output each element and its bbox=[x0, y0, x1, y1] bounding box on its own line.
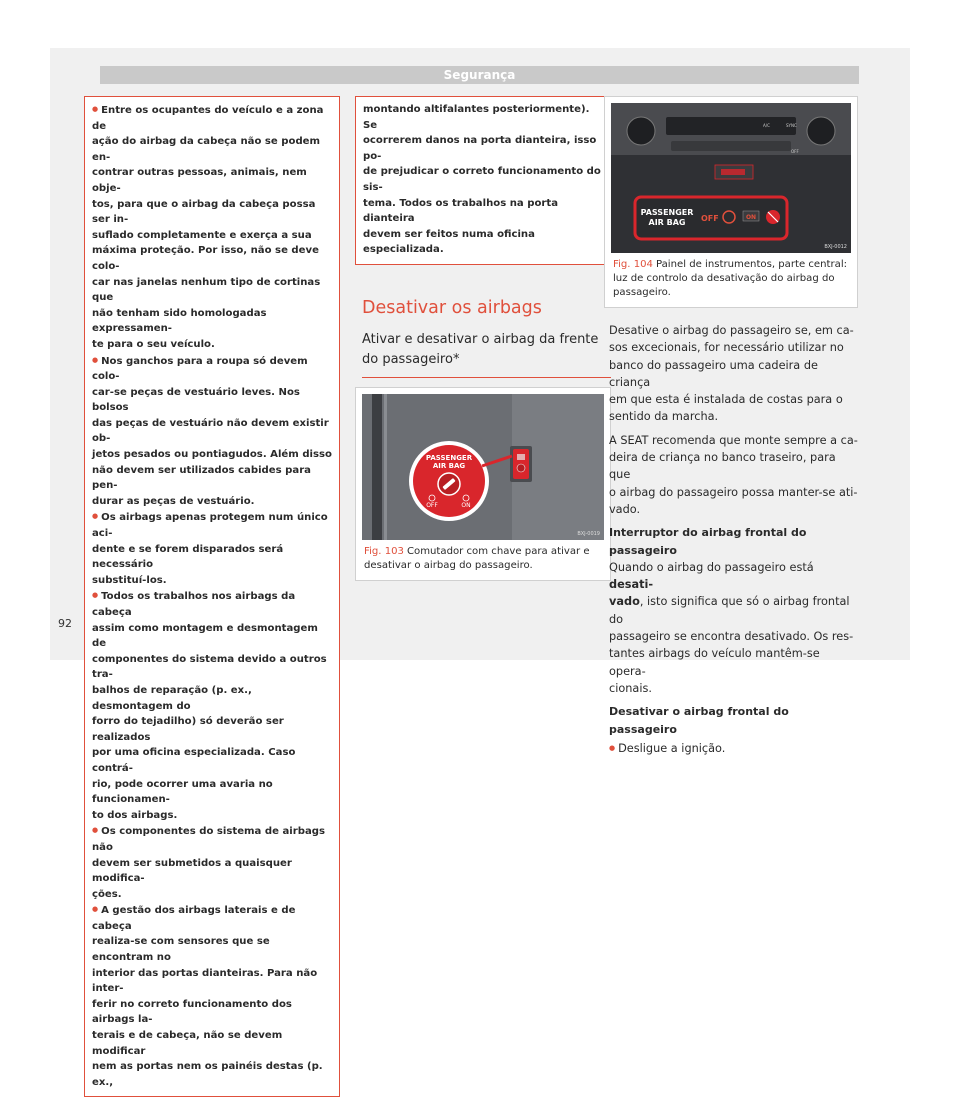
text-line: Desative o airbag do passageiro se, em ca- bbox=[609, 324, 854, 337]
text-line: montando altifalantes posteriormente). Se bbox=[363, 104, 590, 131]
text-line: ● Os componentes do sistema de airbags não bbox=[92, 826, 325, 853]
text-line: ação do airbag da cabeça não se podem en- bbox=[92, 136, 321, 163]
warning-bullet-item bbox=[92, 823, 332, 902]
text-line: contrar outras pessoas, animais, nem obje- bbox=[92, 167, 307, 194]
text-line: das peças de vestuário não devem existir ob- bbox=[92, 417, 329, 445]
text-line: ● A gestão dos airbags laterais e de cabeça bbox=[92, 905, 295, 932]
text-line: vado. bbox=[609, 502, 641, 516]
warning-bullet-item bbox=[92, 509, 332, 588]
figure-104-label: Fig. 104 bbox=[613, 259, 653, 270]
figure-103-caption: Fig. 103 Comutador com chave para ativar e desativar o airbag do passageiro. bbox=[364, 545, 590, 571]
text-line: car-se peças de vestuário leves. Nos bolsos bbox=[92, 386, 300, 414]
airbag-key-switch-illustration bbox=[362, 394, 604, 540]
instrument-panel-illustration bbox=[611, 103, 851, 253]
paragraph-1 bbox=[609, 322, 858, 426]
text-line: banco do passageiro uma cadeira de criança bbox=[609, 358, 818, 389]
text-line: cionais. bbox=[609, 681, 652, 695]
text-line: jetos pesados ou pontiagudos. Além disso bbox=[92, 449, 332, 461]
text-line: devem ser submetidos a quaisquer modifica- bbox=[92, 857, 292, 885]
text-line: tos, para que o airbag da cabeça possa ser in- bbox=[92, 198, 316, 226]
text-line: te para o seu veículo. bbox=[92, 338, 215, 350]
switch-off-label: OFF bbox=[426, 501, 438, 509]
lamp-off-label: OFF bbox=[701, 214, 719, 223]
switch-on-label: ON bbox=[461, 501, 471, 509]
warning-bullet-item bbox=[92, 902, 332, 1090]
section-title: Desativar os airbags bbox=[362, 297, 542, 318]
text-line: ferir no correto funcionamento dos airbags la- bbox=[92, 998, 292, 1026]
airbag-key-switch-image bbox=[362, 394, 604, 540]
text-line: dente e se forem disparados será necessário bbox=[92, 543, 284, 571]
text-line: de prejudicar o correto funcionamento do sis- bbox=[363, 166, 601, 193]
figure-103-label: Fig. 103 bbox=[364, 545, 404, 557]
instrument-panel-image bbox=[611, 103, 851, 253]
heading-switch: Interruptor do airbag frontal do passageiro bbox=[609, 526, 807, 557]
text-line: forro do tejadilho) só deverão ser realizados bbox=[92, 716, 284, 743]
lamp-label-passenger: PASSENGER bbox=[640, 208, 694, 217]
off-button-label: OFF bbox=[791, 149, 799, 154]
subsection-title: Ativar e desativar o airbag da frente do passageiro* bbox=[362, 330, 611, 378]
text-line: tantes airbags do veículo mantêm-se opera- bbox=[609, 647, 820, 678]
switch-label-passenger: PASSENGER bbox=[425, 453, 473, 462]
switch-label-airbag: AIR BAG bbox=[432, 461, 466, 470]
text-line: ● Todos os trabalhos nos airbags da cabeça bbox=[92, 591, 295, 618]
text-line: o airbag do passageiro possa manter-se ati- bbox=[609, 485, 858, 499]
page-header: Segurança bbox=[100, 66, 859, 84]
figure-104 bbox=[604, 96, 858, 308]
text-line: A SEAT recomenda que monte sempre a ca- bbox=[609, 433, 858, 447]
text-line: tema. Todos os trabalhos na porta dianteira bbox=[363, 197, 559, 225]
warning-box-left bbox=[84, 96, 340, 1097]
warning-continued-text bbox=[363, 102, 603, 258]
text-line: nem as portas nem os painéis destas (p. ex., bbox=[92, 1061, 323, 1088]
warning-bullet-item bbox=[92, 588, 332, 823]
text-line: terais e de cabeça, não se devem modificar bbox=[92, 1030, 283, 1057]
text-line: componentes do sistema devido a outros tra- bbox=[92, 653, 327, 681]
text-line: deira de criança no banco traseiro, para que bbox=[609, 451, 836, 482]
text-line: ● Nos ganchos para a roupa só devem colo- bbox=[92, 356, 308, 383]
text-line: ● Entre os ocupantes do veículo e a zona de bbox=[92, 105, 323, 132]
text-line: não devem ser utilizados cabides para pen- bbox=[92, 464, 311, 492]
warning-bullet-item bbox=[92, 102, 332, 353]
text-line: ocorrerem danos na porta dianteira, isso po- bbox=[363, 135, 597, 162]
ac-label: A/C bbox=[763, 123, 770, 128]
text-line: em que esta é instalada de costas para o bbox=[609, 393, 843, 407]
text-line: realiza-se com sensores que se encontram no bbox=[92, 936, 270, 964]
lamp-on-label: ON bbox=[745, 214, 757, 221]
text-line: sentido da marcha. bbox=[609, 410, 719, 424]
figure-103 bbox=[355, 387, 611, 581]
heading-deactivate: Desativar o airbag frontal do passageiro bbox=[609, 705, 789, 736]
paragraph-2 bbox=[609, 432, 858, 518]
figure-104-caption: Fig. 104 Painel de instrumentos, parte central: luz de controlo da desativação do airbag do passageiro. bbox=[613, 259, 848, 298]
text-line: ções. bbox=[92, 888, 122, 900]
text-line: interior das portas dianteiras. Para não inter- bbox=[92, 967, 318, 995]
text-line: não tenham sido homologadas expressamen- bbox=[92, 307, 267, 335]
text-line: máxima proteção. Por isso, não se deve colo- bbox=[92, 245, 319, 272]
warning-box-continued bbox=[355, 96, 611, 265]
figure-code: BXJ-0019 bbox=[577, 530, 600, 537]
middle-column bbox=[355, 96, 611, 581]
text-line: passageiro se encontra desativado. Os res- bbox=[609, 630, 854, 644]
text-line: sos excecionais, for necessário utilizar no bbox=[609, 341, 844, 355]
text-line: assim como montagem e desmontagem de bbox=[92, 622, 318, 650]
page-number: 92 bbox=[58, 617, 72, 630]
text-line: ● Os airbags apenas protegem num único aci- bbox=[92, 512, 328, 539]
text-line: por uma oficina especializada. Caso contrá- bbox=[92, 747, 296, 774]
right-column bbox=[604, 96, 858, 763]
text-line: rio, pode ocorrer uma avaria no funcionamen- bbox=[92, 778, 273, 806]
right-body-text bbox=[609, 322, 858, 757]
text-line: substituí-los. bbox=[92, 574, 167, 586]
text-line: devem ser feitos numa oficina especializada. bbox=[363, 228, 535, 256]
sync-label: SYNC bbox=[786, 123, 797, 128]
step-list bbox=[609, 740, 858, 757]
figure-code: BXJ-0012 bbox=[824, 244, 847, 250]
left-column bbox=[84, 96, 340, 1097]
warning-bullet-item bbox=[92, 353, 332, 510]
text-line: balhos de reparação (p. ex., desmontagem do bbox=[92, 684, 252, 712]
text-line: suflado completamente e exerça a sua bbox=[92, 229, 312, 241]
lamp-label-airbag: AIR BAG bbox=[648, 218, 686, 227]
bullet-item: ● Desligue a ignição. bbox=[609, 742, 725, 755]
text-line: car nas janelas nenhum tipo de cortinas que bbox=[92, 276, 321, 304]
paragraph-3: Quando o airbag do passageiro está desati- vado, isto significa que só o airbag frontal do passageiro se encontra desativado. Os res- tantes airbags do veículo mantêm-se opera- cionais. bbox=[609, 560, 854, 695]
text-line: durar as peças de vestuário. bbox=[92, 495, 255, 507]
text-line: to dos airbags. bbox=[92, 809, 178, 821]
